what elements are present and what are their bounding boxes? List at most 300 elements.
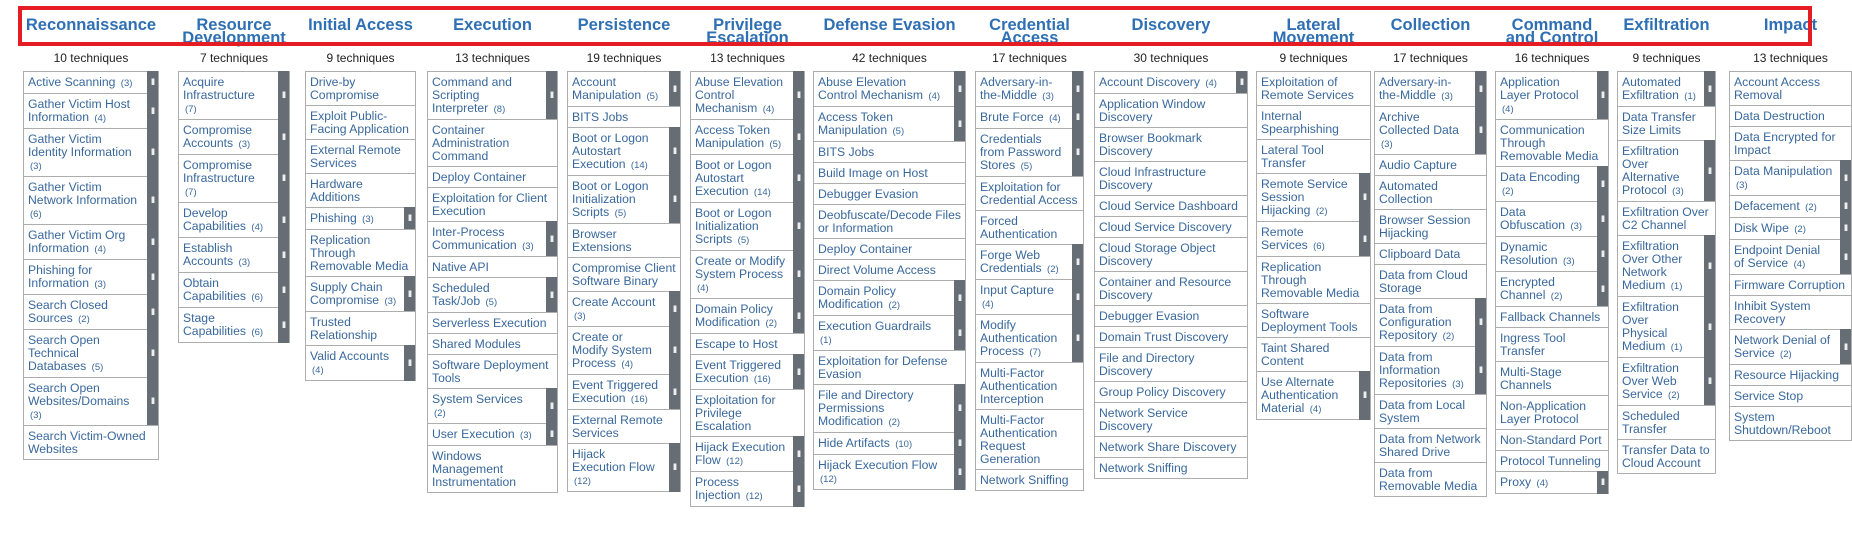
technique-label[interactable]: Data Obfuscation: [1500, 205, 1566, 232]
technique-label[interactable]: Communication Through Removable Media: [1500, 123, 1599, 163]
expand-subtechniques-handle[interactable]: [1072, 71, 1083, 107]
technique-label[interactable]: Acquire Infrastructure: [183, 75, 255, 102]
technique-cell[interactable]: [427, 312, 558, 334]
technique-label[interactable]: Inter-Process Communication: [432, 225, 517, 252]
technique-label[interactable]: Remote Services: [1261, 225, 1308, 252]
technique-cell[interactable]: [1617, 71, 1716, 107]
technique-cell[interactable]: [305, 105, 416, 140]
technique-cell[interactable]: [975, 128, 1084, 177]
technique-cell[interactable]: [1729, 195, 1852, 218]
technique-cell[interactable]: [1374, 71, 1487, 107]
expand-subtechniques-handle[interactable]: [546, 277, 557, 313]
expand-subtechniques-handle[interactable]: [278, 202, 289, 238]
technique-label[interactable]: External Remote Services: [310, 143, 401, 170]
technique-cell[interactable]: [1374, 428, 1487, 463]
expand-subtechniques-handle[interactable]: [278, 71, 289, 120]
expand-subtechniques-handle[interactable]: [669, 291, 680, 327]
technique-cell[interactable]: [567, 71, 681, 107]
technique-cell[interactable]: [1729, 274, 1852, 296]
technique-cell[interactable]: [1094, 71, 1248, 94]
technique-label[interactable]: Data Encoding: [1500, 170, 1580, 184]
expand-subtechniques-handle[interactable]: [1072, 279, 1083, 315]
technique-cell[interactable]: [1729, 160, 1852, 196]
expand-subtechniques-handle[interactable]: [1704, 357, 1715, 406]
technique-label[interactable]: Event Triggered Execution: [695, 358, 782, 385]
technique-cell[interactable]: [1256, 337, 1371, 372]
expand-subtechniques-handle[interactable]: [1072, 244, 1083, 280]
technique-cell[interactable]: [1094, 326, 1248, 348]
expand-subtechniques-handle[interactable]: [669, 326, 680, 375]
technique-label[interactable]: Cloud Service Discovery: [1099, 220, 1232, 234]
technique-label[interactable]: Network Sniffing: [1099, 461, 1188, 475]
expand-subtechniques-handle[interactable]: [1072, 128, 1083, 177]
technique-label[interactable]: Escape to Host: [695, 337, 778, 351]
technique-label[interactable]: Multi-Stage Channels: [1500, 365, 1562, 392]
technique-label[interactable]: File and Directory Discovery: [1099, 351, 1195, 378]
technique-cell[interactable]: [305, 71, 416, 106]
expand-subtechniques-handle[interactable]: [793, 471, 804, 507]
technique-label[interactable]: Application Window Discovery: [1099, 97, 1206, 124]
technique-label[interactable]: Group Policy Discovery: [1099, 385, 1226, 399]
technique-cell[interactable]: [1374, 243, 1487, 265]
technique-cell[interactable]: [690, 333, 805, 355]
technique-cell[interactable]: [813, 106, 966, 142]
technique-cell[interactable]: [813, 162, 966, 184]
technique-label[interactable]: Disk Wipe: [1734, 221, 1789, 235]
expand-subtechniques-handle[interactable]: [669, 374, 680, 410]
technique-cell[interactable]: [23, 93, 159, 129]
technique-label[interactable]: Create or Modify System Process: [572, 330, 652, 370]
technique-cell[interactable]: [427, 256, 558, 278]
technique-cell[interactable]: [690, 389, 805, 437]
expand-subtechniques-handle[interactable]: [1597, 71, 1608, 120]
technique-cell[interactable]: [975, 409, 1084, 470]
technique-label[interactable]: Debugger Evasion: [1099, 309, 1200, 323]
technique-cell[interactable]: [178, 272, 290, 308]
technique-label[interactable]: Network Service Discovery: [1099, 406, 1188, 433]
technique-cell[interactable]: [813, 183, 966, 205]
expand-subtechniques-handle[interactable]: [278, 272, 289, 308]
technique-label[interactable]: Data Destruction: [1734, 109, 1825, 123]
expand-subtechniques-handle[interactable]: [1236, 71, 1247, 94]
technique-cell[interactable]: [1495, 395, 1609, 430]
expand-subtechniques-handle[interactable]: [1597, 471, 1608, 494]
technique-cell[interactable]: [1617, 296, 1716, 358]
technique-cell[interactable]: [1094, 436, 1248, 458]
technique-label[interactable]: Data Manipulation: [1734, 164, 1833, 178]
technique-cell[interactable]: [23, 259, 159, 295]
technique-label[interactable]: Domain Policy Modification: [695, 302, 773, 329]
technique-label[interactable]: System Services: [432, 392, 523, 406]
technique-label[interactable]: Adversary-in-the-Middle: [980, 75, 1053, 102]
technique-cell[interactable]: [1729, 295, 1852, 330]
technique-label[interactable]: Domain Policy Modification: [818, 284, 896, 311]
technique-label[interactable]: Data Transfer Size Limits: [1622, 110, 1696, 137]
technique-label[interactable]: Search Open Websites/Domains: [28, 381, 130, 408]
technique-cell[interactable]: [305, 173, 416, 208]
technique-cell[interactable]: [1374, 175, 1487, 210]
technique-cell[interactable]: [427, 445, 558, 493]
technique-cell[interactable]: [23, 128, 159, 177]
tactic-name-collection[interactable]: Collection: [1390, 16, 1471, 34]
expand-subtechniques-handle[interactable]: [669, 127, 680, 176]
technique-label[interactable]: Defacement: [1734, 199, 1800, 213]
technique-label[interactable]: Create or Modify System Process: [695, 254, 786, 281]
technique-label[interactable]: Hijack Execution Flow: [818, 458, 938, 472]
expand-subtechniques-handle[interactable]: [954, 280, 965, 316]
technique-cell[interactable]: [1495, 450, 1609, 472]
technique-cell[interactable]: [1617, 405, 1716, 440]
technique-label[interactable]: Software Deployment Tools: [432, 358, 549, 385]
technique-cell[interactable]: [567, 326, 681, 375]
technique-label[interactable]: Fallback Channels: [1500, 310, 1601, 324]
technique-label[interactable]: Forced Authentication: [980, 214, 1058, 241]
technique-cell[interactable]: [427, 71, 558, 120]
technique-label[interactable]: Encrypted Channel: [1500, 275, 1555, 302]
technique-label[interactable]: Data from Configuration Repository: [1379, 302, 1452, 342]
technique-label[interactable]: Forge Web Credentials: [980, 248, 1042, 275]
expand-subtechniques-handle[interactable]: [1072, 314, 1083, 363]
technique-label[interactable]: Replication Through Removable Media: [1261, 260, 1360, 300]
technique-label[interactable]: Account Access Removal: [1734, 75, 1821, 102]
technique-label[interactable]: Trusted Relationship: [310, 315, 378, 342]
technique-label[interactable]: Gather Victim Network Information: [28, 180, 138, 207]
technique-cell[interactable]: [975, 210, 1084, 245]
technique-cell[interactable]: [1729, 406, 1852, 441]
technique-cell[interactable]: [1495, 119, 1609, 167]
expand-subtechniques-handle[interactable]: [147, 329, 158, 378]
technique-cell[interactable]: [567, 257, 681, 292]
technique-cell[interactable]: [567, 374, 681, 410]
technique-label[interactable]: Search Open Technical Databases: [28, 333, 100, 373]
technique-cell[interactable]: [1256, 371, 1371, 420]
technique-cell[interactable]: [427, 423, 558, 446]
technique-cell[interactable]: [1094, 216, 1248, 238]
expand-subtechniques-handle[interactable]: [546, 388, 557, 424]
technique-label[interactable]: Compromise Accounts: [183, 123, 253, 150]
expand-subtechniques-handle[interactable]: [1475, 298, 1486, 347]
technique-label[interactable]: Software Deployment Tools: [1261, 307, 1358, 334]
technique-label[interactable]: Exploitation for Privilege Escalation: [695, 393, 776, 433]
expand-subtechniques-handle[interactable]: [1359, 371, 1370, 420]
expand-subtechniques-handle[interactable]: [669, 443, 680, 492]
technique-label[interactable]: Browser Bookmark Discovery: [1099, 131, 1202, 158]
technique-cell[interactable]: [1617, 357, 1716, 406]
technique-cell[interactable]: [1495, 201, 1609, 237]
tactic-name-reconnaissance[interactable]: Reconnaissance: [25, 16, 157, 34]
technique-cell[interactable]: [1617, 106, 1716, 141]
technique-cell[interactable]: [1617, 235, 1716, 297]
expand-subtechniques-handle[interactable]: [1475, 106, 1486, 155]
technique-label[interactable]: Automated Exfiltration: [1622, 75, 1681, 102]
technique-label[interactable]: Direct Volume Access: [818, 263, 936, 277]
technique-label[interactable]: Exploitation for Defense Evasion: [818, 354, 948, 381]
expand-subtechniques-handle[interactable]: [1597, 236, 1608, 272]
technique-label[interactable]: Exploitation for Client Execution: [432, 191, 548, 218]
technique-label[interactable]: Data from Removable Media: [1379, 466, 1478, 493]
technique-cell[interactable]: [1374, 209, 1487, 244]
expand-subtechniques-handle[interactable]: [147, 259, 158, 295]
technique-cell[interactable]: [1094, 305, 1248, 327]
expand-subtechniques-handle[interactable]: [669, 175, 680, 224]
technique-cell[interactable]: [690, 298, 805, 334]
expand-subtechniques-handle[interactable]: [954, 454, 965, 490]
technique-cell[interactable]: [427, 166, 558, 188]
expand-subtechniques-handle[interactable]: [278, 237, 289, 273]
technique-label[interactable]: External Remote Services: [572, 413, 663, 440]
technique-cell[interactable]: [178, 154, 290, 203]
expand-subtechniques-handle[interactable]: [793, 354, 804, 390]
technique-cell[interactable]: [975, 244, 1084, 280]
technique-label[interactable]: Boot or Logon Autostart Execution: [695, 158, 772, 198]
technique-cell[interactable]: [1495, 271, 1609, 307]
technique-cell[interactable]: [1256, 303, 1371, 338]
technique-cell[interactable]: [1094, 457, 1248, 479]
expand-subtechniques-handle[interactable]: [278, 154, 289, 203]
technique-label[interactable]: Data from Local System: [1379, 398, 1466, 425]
technique-cell[interactable]: [813, 259, 966, 281]
technique-cell[interactable]: [813, 315, 966, 351]
technique-label[interactable]: Deploy Container: [432, 170, 527, 184]
technique-label[interactable]: Exfiltration Over Web Service: [1622, 361, 1679, 401]
technique-cell[interactable]: [1094, 161, 1248, 196]
technique-label[interactable]: Container Administration Command: [432, 123, 510, 163]
tactic-name-resource-development[interactable]: Resource Development: [182, 16, 286, 47]
technique-cell[interactable]: [427, 354, 558, 389]
technique-label[interactable]: Gather Victim Org Information: [28, 228, 126, 255]
technique-label[interactable]: Non-Application Layer Protocol: [1500, 399, 1587, 426]
expand-subtechniques-handle[interactable]: [1597, 166, 1608, 202]
technique-label[interactable]: Supply Chain Compromise: [310, 280, 383, 307]
expand-subtechniques-handle[interactable]: [1475, 71, 1486, 107]
technique-label[interactable]: Access Token Manipulation: [818, 110, 893, 137]
tactic-name-persistence[interactable]: Persistence: [577, 16, 671, 34]
technique-cell[interactable]: [1729, 217, 1852, 240]
tactic-name-credential-access[interactable]: Credential Access: [989, 16, 1070, 47]
technique-cell[interactable]: [1729, 239, 1852, 275]
expand-subtechniques-handle[interactable]: [1597, 201, 1608, 237]
technique-cell[interactable]: [1256, 221, 1371, 257]
technique-label[interactable]: File and Directory Permissions Modification: [818, 388, 914, 428]
expand-subtechniques-handle[interactable]: [1840, 195, 1851, 218]
technique-cell[interactable]: [178, 119, 290, 155]
technique-label[interactable]: System Shutdown/Reboot: [1734, 410, 1831, 437]
technique-label[interactable]: Dynamic Resolution: [1500, 240, 1558, 267]
technique-label[interactable]: Gather Victim Host Information: [28, 97, 131, 124]
technique-cell[interactable]: [813, 432, 966, 455]
technique-label[interactable]: Scheduled Transfer: [1622, 409, 1680, 436]
technique-label[interactable]: Abuse Elevation Control Mechanism: [695, 75, 784, 115]
technique-cell[interactable]: [1729, 364, 1852, 386]
technique-label[interactable]: Proxy: [1500, 475, 1532, 489]
expand-subtechniques-handle[interactable]: [793, 202, 804, 251]
technique-label[interactable]: Shared Modules: [432, 337, 521, 351]
technique-label[interactable]: Taint Shared Content: [1261, 341, 1330, 368]
tactic-name-initial-access[interactable]: Initial Access: [308, 16, 413, 34]
technique-label[interactable]: Archive Collected Data: [1379, 110, 1459, 137]
technique-label[interactable]: Network Share Discovery: [1099, 440, 1237, 454]
technique-cell[interactable]: [567, 443, 681, 492]
tactic-name-discovery[interactable]: Discovery: [1131, 16, 1211, 34]
expand-subtechniques-handle[interactable]: [1704, 71, 1715, 107]
tactic-name-command-and-control[interactable]: Command and Control: [1505, 16, 1599, 47]
technique-label[interactable]: Replication Through Removable Media: [310, 233, 409, 273]
expand-subtechniques-handle[interactable]: [147, 128, 158, 177]
technique-cell[interactable]: [178, 307, 290, 343]
expand-subtechniques-handle[interactable]: [1704, 140, 1715, 202]
technique-cell[interactable]: [690, 471, 805, 507]
technique-label[interactable]: Multi-Factor Authentication Request Generation: [980, 413, 1058, 466]
technique-label[interactable]: Search Closed Sources: [28, 298, 108, 325]
technique-cell[interactable]: [1495, 71, 1609, 120]
technique-cell[interactable]: [975, 71, 1084, 107]
technique-cell[interactable]: [1495, 166, 1609, 202]
technique-cell[interactable]: [305, 345, 416, 381]
technique-cell[interactable]: [975, 176, 1084, 211]
technique-cell[interactable]: [1729, 329, 1852, 365]
technique-cell[interactable]: [813, 384, 966, 433]
technique-cell[interactable]: [427, 187, 558, 222]
technique-label[interactable]: Cloud Service Dashboard: [1099, 199, 1238, 213]
expand-subtechniques-handle[interactable]: [546, 71, 557, 120]
technique-label[interactable]: Stage Capabilities: [183, 311, 247, 338]
technique-label[interactable]: Exploit Public-Facing Application: [310, 109, 409, 136]
technique-label[interactable]: Exploitation for Credential Access: [980, 180, 1078, 207]
technique-label[interactable]: Execution Guardrails: [818, 319, 932, 333]
technique-cell[interactable]: [690, 202, 805, 251]
technique-label[interactable]: Brute Force: [980, 110, 1044, 124]
technique-cell[interactable]: [813, 350, 966, 385]
expand-subtechniques-handle[interactable]: [1597, 271, 1608, 307]
technique-cell[interactable]: [1374, 298, 1487, 347]
technique-cell[interactable]: [1374, 264, 1487, 299]
technique-label[interactable]: Command and Scripting Interpreter: [432, 75, 512, 115]
tactic-name-execution[interactable]: Execution: [453, 16, 532, 34]
technique-cell[interactable]: [975, 469, 1084, 491]
expand-subtechniques-handle[interactable]: [404, 276, 415, 312]
technique-cell[interactable]: [1374, 154, 1487, 176]
technique-label[interactable]: Account Discovery: [1099, 75, 1200, 89]
technique-cell[interactable]: [1495, 306, 1609, 328]
expand-subtechniques-handle[interactable]: [546, 221, 557, 257]
technique-cell[interactable]: [690, 154, 805, 203]
technique-cell[interactable]: [1495, 327, 1609, 362]
technique-cell[interactable]: [305, 276, 416, 312]
technique-cell[interactable]: [1094, 381, 1248, 403]
technique-label[interactable]: Data from Information Repositories: [1379, 350, 1447, 390]
technique-cell[interactable]: [427, 221, 558, 257]
technique-label[interactable]: Deobfuscate/Decode Files or Information: [818, 208, 961, 235]
technique-cell[interactable]: [1729, 105, 1852, 127]
expand-subtechniques-handle[interactable]: [1359, 221, 1370, 257]
technique-label[interactable]: Container and Resource Discovery: [1099, 275, 1232, 302]
technique-cell[interactable]: [1094, 93, 1248, 128]
technique-cell[interactable]: [690, 250, 805, 299]
technique-label[interactable]: Modify Authentication Process: [980, 318, 1058, 358]
technique-cell[interactable]: [567, 106, 681, 128]
technique-label[interactable]: Lateral Tool Transfer: [1261, 143, 1324, 170]
technique-label[interactable]: Build Image on Host: [818, 166, 928, 180]
technique-cell[interactable]: [813, 454, 966, 490]
technique-cell[interactable]: [1495, 471, 1609, 494]
technique-label[interactable]: Clipboard Data: [1379, 247, 1461, 261]
technique-cell[interactable]: [427, 388, 558, 424]
technique-label[interactable]: Audio Capture: [1379, 158, 1457, 172]
tactic-name-privilege-escalation[interactable]: Privilege Escalation: [706, 16, 789, 47]
technique-cell[interactable]: [813, 71, 966, 107]
expand-subtechniques-handle[interactable]: [1359, 173, 1370, 222]
expand-subtechniques-handle[interactable]: [954, 384, 965, 433]
technique-cell[interactable]: [1374, 346, 1487, 395]
technique-label[interactable]: Create Account: [572, 295, 656, 309]
technique-label[interactable]: Credentials from Password Stores: [980, 132, 1062, 172]
technique-label[interactable]: Exfiltration Over Other Network Medium: [1622, 239, 1683, 292]
technique-label[interactable]: Exfiltration Over C2 Channel: [1622, 205, 1709, 232]
expand-subtechniques-handle[interactable]: [954, 315, 965, 351]
technique-cell[interactable]: [1256, 256, 1371, 304]
technique-label[interactable]: Event Triggered Execution: [572, 378, 659, 405]
technique-cell[interactable]: [690, 119, 805, 155]
technique-label[interactable]: Abuse Elevation Control Mechanism: [818, 75, 923, 102]
technique-label[interactable]: Scheduled Task/Job: [432, 281, 490, 308]
expand-subtechniques-handle[interactable]: [954, 106, 965, 142]
technique-cell[interactable]: [23, 176, 159, 225]
technique-cell[interactable]: [1374, 394, 1487, 429]
technique-label[interactable]: Application Layer Protocol: [1500, 75, 1579, 102]
technique-cell[interactable]: [1374, 106, 1487, 155]
technique-cell[interactable]: [1256, 105, 1371, 140]
technique-label[interactable]: Debugger Evasion: [818, 187, 919, 201]
expand-subtechniques-handle[interactable]: [793, 71, 804, 120]
technique-label[interactable]: Deploy Container: [818, 242, 913, 256]
expand-subtechniques-handle[interactable]: [278, 307, 289, 343]
technique-cell[interactable]: [178, 237, 290, 273]
technique-label[interactable]: Native API: [432, 260, 489, 274]
technique-cell[interactable]: [1617, 201, 1716, 236]
technique-label[interactable]: Hide Artifacts: [818, 436, 890, 450]
technique-cell[interactable]: [567, 291, 681, 327]
technique-cell[interactable]: [567, 175, 681, 224]
technique-cell[interactable]: [975, 279, 1084, 315]
technique-label[interactable]: Data from Network Shared Drive: [1379, 432, 1481, 459]
technique-label[interactable]: Inhibit System Recovery: [1734, 299, 1811, 326]
technique-cell[interactable]: [1094, 195, 1248, 217]
technique-cell[interactable]: [567, 127, 681, 176]
technique-label[interactable]: Gather Victim Identity Information: [28, 132, 132, 159]
technique-label[interactable]: Process Injection: [695, 475, 741, 502]
expand-subtechniques-handle[interactable]: [1704, 235, 1715, 297]
technique-cell[interactable]: [975, 362, 1084, 410]
technique-cell[interactable]: [1495, 236, 1609, 272]
technique-label[interactable]: Resource Hijacking: [1734, 368, 1839, 382]
technique-label[interactable]: Domain Trust Discovery: [1099, 330, 1229, 344]
technique-label[interactable]: User Execution: [432, 427, 515, 441]
expand-subtechniques-handle[interactable]: [1840, 329, 1851, 365]
expand-subtechniques-handle[interactable]: [793, 119, 804, 155]
expand-subtechniques-handle[interactable]: [147, 224, 158, 260]
technique-label[interactable]: Browser Session Hijacking: [1379, 213, 1471, 240]
technique-label[interactable]: Hijack Execution Flow: [695, 440, 786, 467]
technique-label[interactable]: Boot or Logon Initialization Scripts: [695, 206, 772, 246]
technique-label[interactable]: Windows Management Instrumentation: [432, 449, 517, 489]
technique-cell[interactable]: [1617, 439, 1716, 474]
tactic-name-defense-evasion[interactable]: Defense Evasion: [823, 16, 956, 34]
technique-cell[interactable]: [427, 333, 558, 355]
expand-subtechniques-handle[interactable]: [1475, 346, 1486, 395]
expand-subtechniques-handle[interactable]: [1072, 106, 1083, 129]
technique-label[interactable]: Exfiltration Over Physical Medium: [1622, 300, 1679, 353]
technique-cell[interactable]: [23, 294, 159, 330]
